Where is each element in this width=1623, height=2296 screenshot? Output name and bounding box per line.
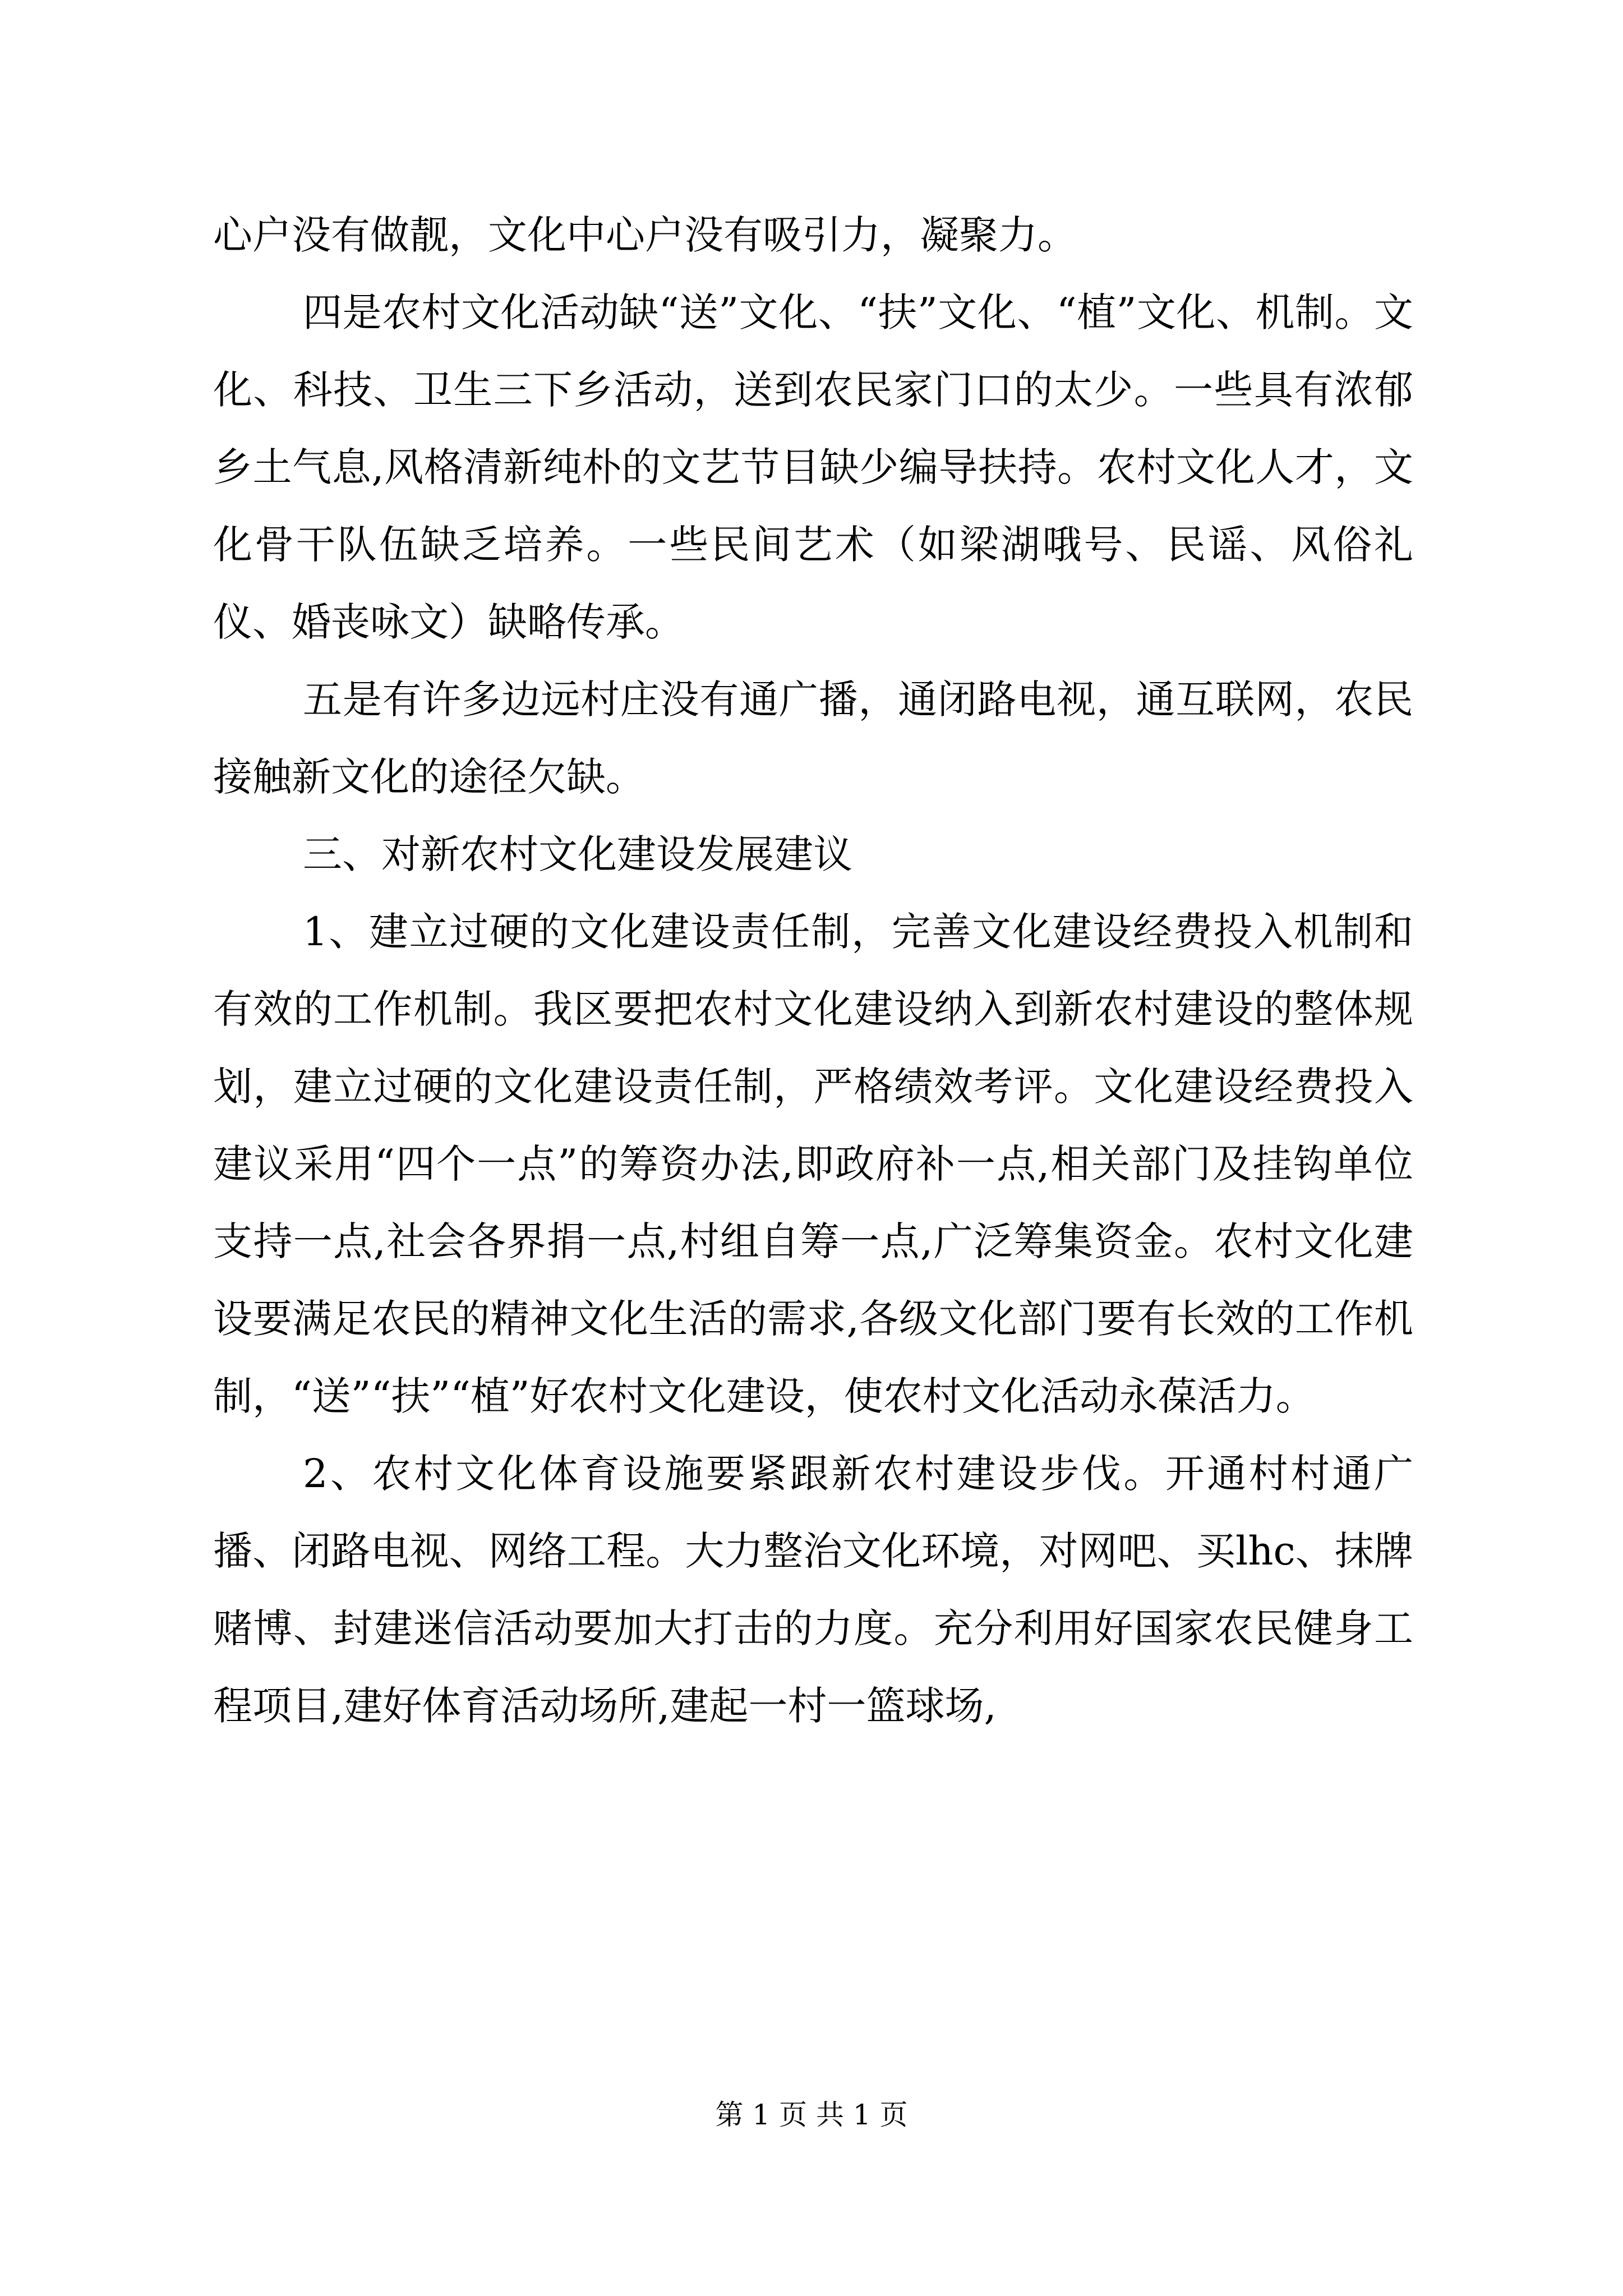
paragraph-2: 四是农村文化活动缺“送”文化、“扶”文化、“植”文化、机制。文化、科技、卫生三下乡活动，送到农民家门口的太少。一些具有浓郁乡土气息,风格清新纯朴的文艺节目缺少编导扶持。农村文化人才，文化骨干队伍缺乏培养。一些民间艺术（如梁湖哦号、民谣、风俗礼仪、婚丧咏文）缺略传承。 <box>213 289 1413 645</box>
page-footer: 第 1 页 共 1 页 <box>715 2099 908 2131</box>
paragraph-4: 1、建立过硬的文化建设责任制，完善文化建设经费投入机制和有效的工作机制。我区要把农村文化建设纳入到新农村建设的整体规划，建立过硬的文化建设责任制，严格绩效考评。文化建设经费投入建议采用“四个一点”的筹资办法,即政府补一点,相关部门及挂钩单位支持一点,社会各界捐一点,村组自筹一点,广泛筹集资金。农村文化建设要满足农民的精神文化生活的需求,各级文化部门要有长效的工作机制，“送”“扶”“植”好农村文化建设，使农村文化活动永葆活力。 <box>213 909 1413 1419</box>
paragraph-5: 2、农村文化体育设施要紧跟新农村建设步伐。开通村村通广播、闭路电视、网络工程。大力整治文化环境，对网吧、买lhc、抹牌赌博、封建迷信活动要加大打击的力度。充分利用好国家农民健身工程项目,建好体育活动场所,建起一村一篮球场, <box>213 1451 1413 1729</box>
section-heading: 三、对新农村文化建设发展建议 <box>303 831 852 877</box>
paragraph-1: 心户没有做靓，文化中心户没有吸引力，凝聚力。 <box>213 212 1077 258</box>
paragraph-3: 五是有许多边远村庄没有通广播，通闭路电视，通互联网，农民接触新文化的途径欠缺。 <box>213 677 1413 800</box>
document-body <box>213 196 1413 1745</box>
